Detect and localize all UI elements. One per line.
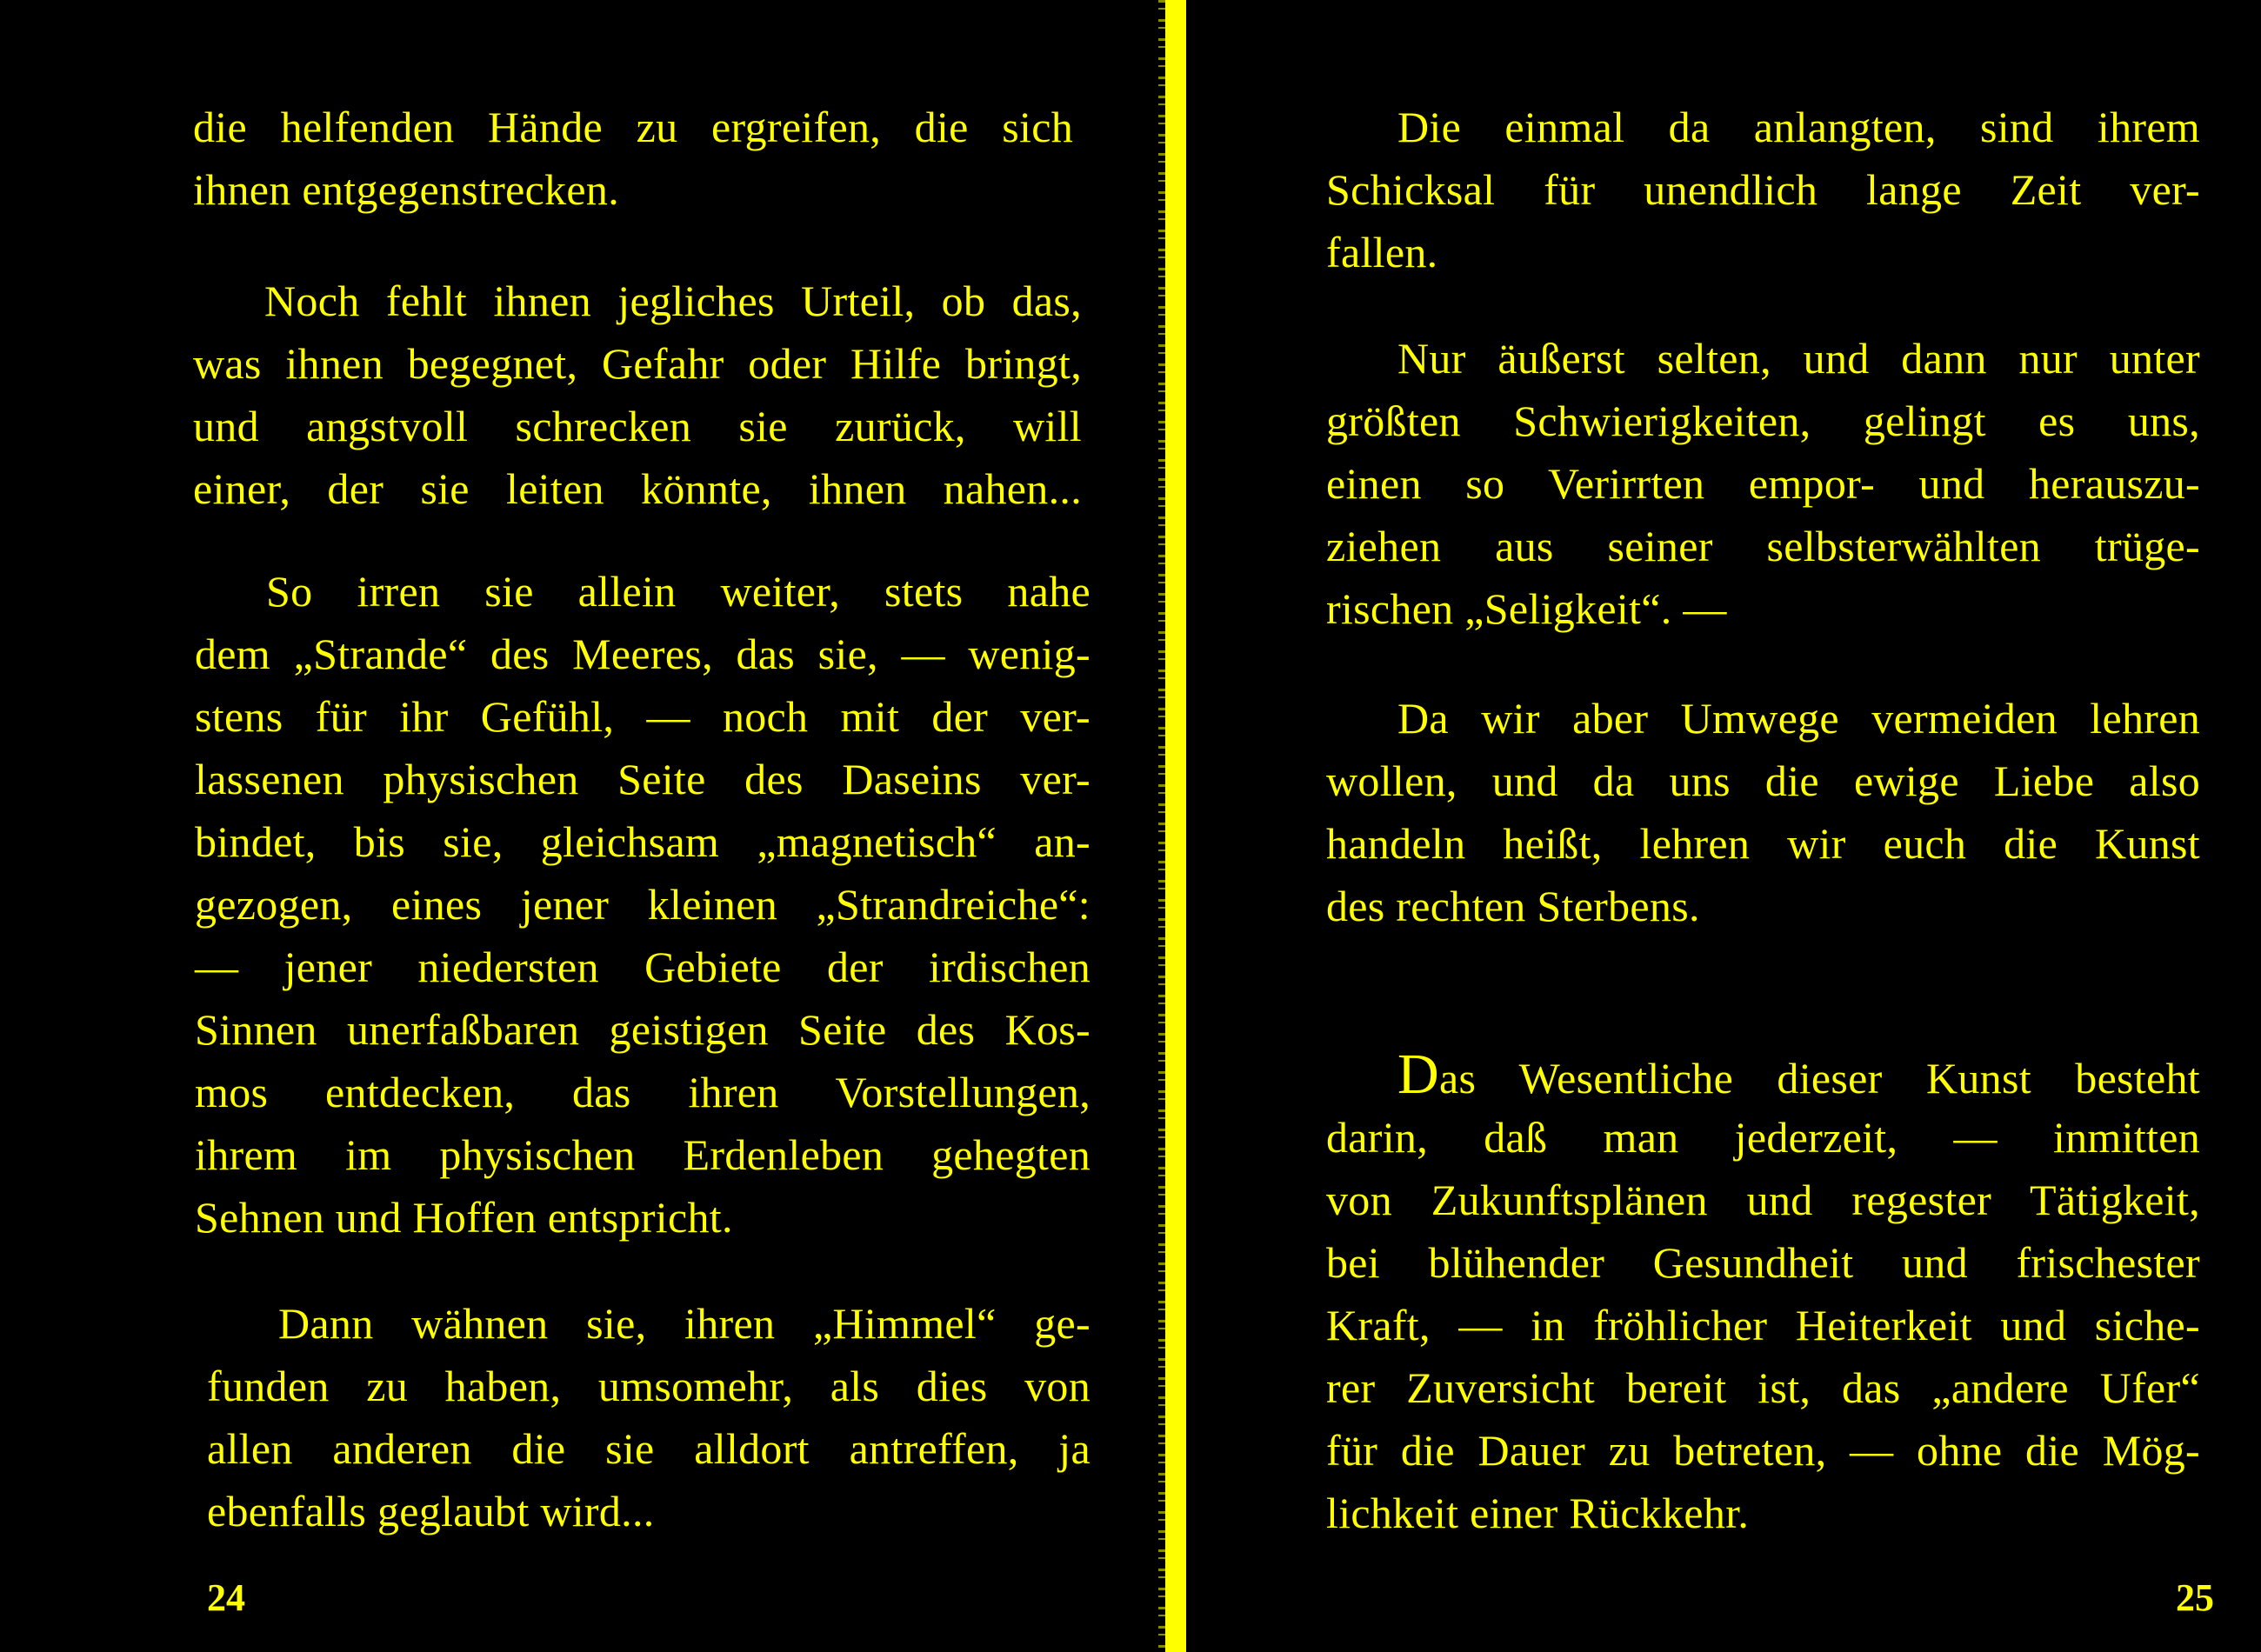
text-line: Die einmal da anlangten, sind ihrem	[1397, 103, 2200, 151]
text-line: Sinnen unerfaßbaren geistigen Seite des Kos-	[195, 1005, 1090, 1054]
right-paragraph-3	[1326, 687, 2200, 937]
text-line: fallen.	[1326, 228, 1438, 276]
page-number: 24	[207, 1576, 245, 1619]
text-line: gezogen, eines jener kleinen „Strandreiche“:	[195, 880, 1090, 929]
text-line: rer Zuversicht bereit ist, das „andere Ufer“	[1326, 1363, 2200, 1412]
text-line: von Zukunftsplänen und regester Tätigkeit,	[1326, 1176, 2200, 1224]
text-line: lichkeit einer Rückkehr.	[1326, 1489, 1750, 1537]
text-line: Sehnen und Hoffen entspricht.	[195, 1193, 733, 1242]
text-line: des rechten Sterbens.	[1326, 882, 1700, 930]
text-line: einer, der sie leiten könnte, ihnen nahen...	[193, 464, 1082, 513]
text-line: was ihnen begegnet, Gefahr oder Hilfe bringt,	[193, 339, 1082, 388]
text-line: stens für ihr Gefühl, — noch mit der ver-	[195, 692, 1090, 741]
text-line: bindet, bis sie, gleichsam „magnetisch“ an-	[195, 817, 1090, 866]
text-line: ziehen aus seiner selbsterwählten trüge-	[1326, 522, 2200, 570]
text-line: die helfenden Hände zu ergreifen, die sich	[193, 103, 1073, 151]
text-line: rischen „Seligkeit“. —	[1326, 584, 1727, 633]
text-line: ihrem im physischen Erdenleben gehegten	[195, 1130, 1090, 1179]
left-paragraph-4	[207, 1292, 1090, 1542]
text-line: ebenfalls geglaubt wird...	[207, 1487, 655, 1535]
text-line: Da wir aber Umwege vermeiden lehren	[1397, 694, 2200, 743]
text-line: Kraft, — in fröhlicher Heiterkeit und siche-	[1326, 1301, 2200, 1349]
text-line: Dann wähnen sie, ihren „Himmel“ ge-	[278, 1299, 1090, 1348]
text-line: darin, daß man jederzeit, — inmitten	[1326, 1113, 2200, 1162]
text-line: — jener niedersten Gebiete der irdischen	[195, 943, 1090, 991]
text-line: wollen, und da uns die ewige Liebe also	[1326, 756, 2200, 805]
text-line: mos entdecken, das ihren Vorstellungen,	[195, 1068, 1090, 1116]
left-paragraph-1	[193, 96, 1073, 221]
text-line: funden zu haben, umsomehr, als dies von	[207, 1362, 1090, 1410]
book-spine	[1165, 0, 1186, 1652]
right-page	[1191, 0, 2261, 1652]
text-line: handeln heißt, lehren wir euch die Kunst	[1326, 819, 2200, 868]
left-paragraph-2	[193, 270, 1082, 520]
text-line: allen anderen die sie alldort antreffen, ja	[207, 1424, 1090, 1473]
text-line: einen so Verirrten empor- und herauszu-	[1326, 459, 2200, 508]
text-line: Noch fehlt ihnen jegliches Urteil, ob das,	[264, 276, 1082, 325]
text-line: Nur äußerst selten, und dann nur unter	[1397, 334, 2200, 383]
page-number: 25	[2176, 1576, 2214, 1619]
drop-cap: D	[1397, 1042, 1439, 1106]
text-line: lassenen physischen Seite des Daseins ver-	[195, 755, 1090, 803]
text-line: Schicksal für unendlich lange Zeit ver-	[1326, 165, 2200, 214]
text-line	[1326, 1043, 2200, 1106]
text-line: bei blühender Gesundheit und frischester	[1326, 1238, 2200, 1287]
text-line-rest: as Wesentliche dieser Kunst besteht	[1438, 1054, 2200, 1102]
text-line: So irren sie allein weiter, stets nahe	[266, 567, 1090, 616]
text-line: ihnen entgegenstrecken.	[193, 165, 620, 214]
text-line: dem „Strande“ des Meeres, das sie, — wenig-	[195, 629, 1090, 678]
left-paragraph-3	[195, 560, 1090, 1249]
text-line: für die Dauer zu betreten, — ohne die Mög-	[1326, 1426, 2200, 1475]
right-paragraph-1	[1326, 96, 2200, 283]
right-paragraph-2	[1326, 327, 2200, 640]
right-paragraph-4	[1326, 1043, 2200, 1544]
text-line: und angstvoll schrecken sie zurück, will	[193, 402, 1082, 450]
text-line: größten Schwierigkeiten, gelingt es uns,	[1326, 396, 2200, 445]
